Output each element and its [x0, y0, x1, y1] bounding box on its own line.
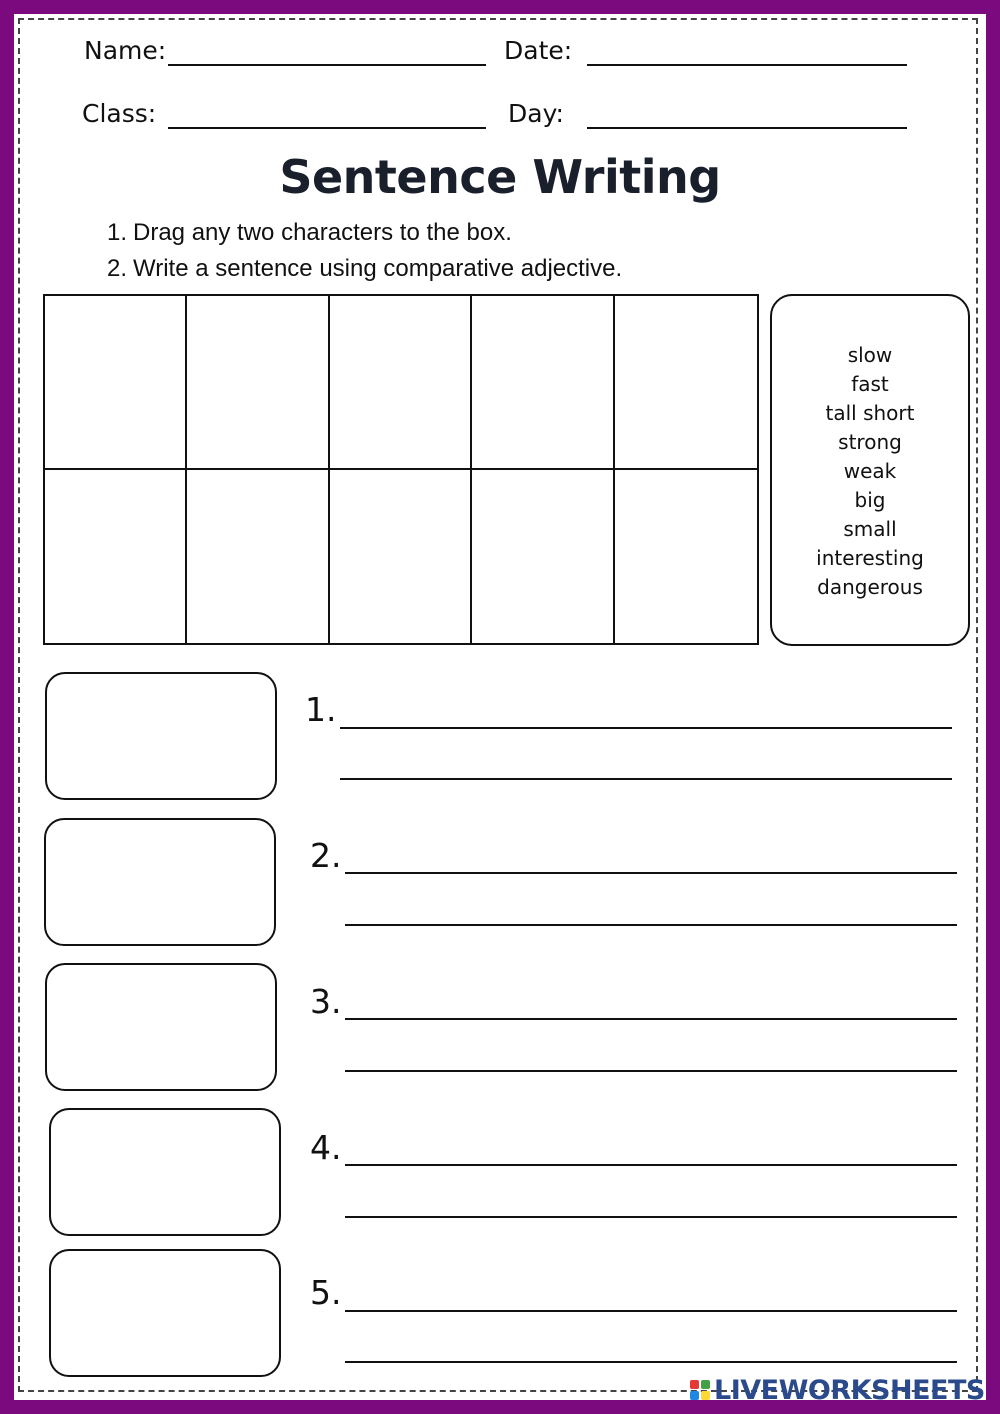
logo-square-green	[701, 1380, 710, 1389]
day-label: Day:	[508, 99, 564, 128]
logo-mark-icon	[690, 1380, 710, 1400]
drop-box-4[interactable]	[49, 1108, 281, 1236]
answer-line-3a[interactable]	[345, 1018, 957, 1020]
character-slot[interactable]	[615, 296, 757, 470]
character-slot[interactable]	[615, 470, 757, 644]
character-slot[interactable]	[472, 296, 614, 470]
instruction-text: Write a sentence using comparative adjective.	[133, 255, 623, 282]
date-field[interactable]	[587, 64, 907, 66]
drop-box-5[interactable]	[49, 1249, 281, 1377]
logo-square-yellow	[701, 1391, 710, 1400]
word-bank-item: small	[843, 517, 897, 541]
name-field[interactable]	[168, 64, 486, 66]
instruction-item	[107, 251, 622, 287]
answer-line-4a[interactable]	[345, 1164, 957, 1166]
character-slot[interactable]	[187, 470, 329, 644]
answer-number: 2.	[310, 836, 342, 875]
page-title: Sentence Writing	[279, 150, 721, 204]
answer-number: 5.	[310, 1273, 342, 1312]
word-bank-item: fast	[851, 372, 889, 396]
answer-line-4b[interactable]	[345, 1216, 957, 1218]
answer-line-5a[interactable]	[345, 1310, 957, 1312]
day-field[interactable]	[587, 127, 907, 129]
answer-line-1a[interactable]	[340, 727, 952, 729]
answer-number: 1.	[305, 690, 337, 729]
class-label: Class:	[82, 99, 157, 128]
word-bank-item: slow	[847, 343, 893, 367]
word-bank-item: interesting	[816, 546, 924, 570]
character-slot[interactable]	[330, 296, 472, 470]
answer-line-3b[interactable]	[345, 1070, 957, 1072]
answer-number: 3.	[310, 982, 342, 1021]
word-bank-item: strong	[838, 430, 902, 454]
instruction-number: 2.	[107, 255, 128, 282]
logo-text: LIVEWORKSHEETS	[714, 1374, 985, 1406]
word-bank-item: tall short	[825, 401, 915, 425]
character-slot[interactable]	[45, 296, 187, 470]
date-label: Date:	[504, 36, 573, 65]
answer-line-1b[interactable]	[340, 778, 952, 780]
answer-line-2b[interactable]	[345, 924, 957, 926]
drop-box-2[interactable]	[44, 818, 276, 946]
character-slot[interactable]	[330, 470, 472, 644]
logo-square-red	[690, 1380, 699, 1389]
instruction-text: Drag any two characters to the box.	[133, 219, 512, 246]
answer-number: 4.	[310, 1128, 342, 1167]
instruction-number: 1.	[107, 219, 128, 246]
character-grid	[43, 294, 759, 645]
drop-box-1[interactable]	[45, 672, 277, 800]
logo-square-blue	[690, 1391, 699, 1400]
name-label: Name:	[84, 36, 167, 65]
instructions-list	[107, 215, 622, 287]
word-bank-item: dangerous	[817, 575, 923, 599]
word-bank	[770, 294, 970, 646]
character-slot[interactable]	[45, 470, 187, 644]
instruction-item	[107, 215, 622, 251]
class-field[interactable]	[168, 127, 486, 129]
drop-box-3[interactable]	[45, 963, 277, 1091]
character-slot[interactable]	[472, 470, 614, 644]
word-bank-item: weak	[843, 459, 897, 483]
liveworksheets-logo	[690, 1374, 990, 1406]
word-bank-item: big	[854, 488, 886, 512]
answer-line-2a[interactable]	[345, 872, 957, 874]
answer-line-5b[interactable]	[345, 1361, 957, 1363]
character-slot[interactable]	[187, 296, 329, 470]
